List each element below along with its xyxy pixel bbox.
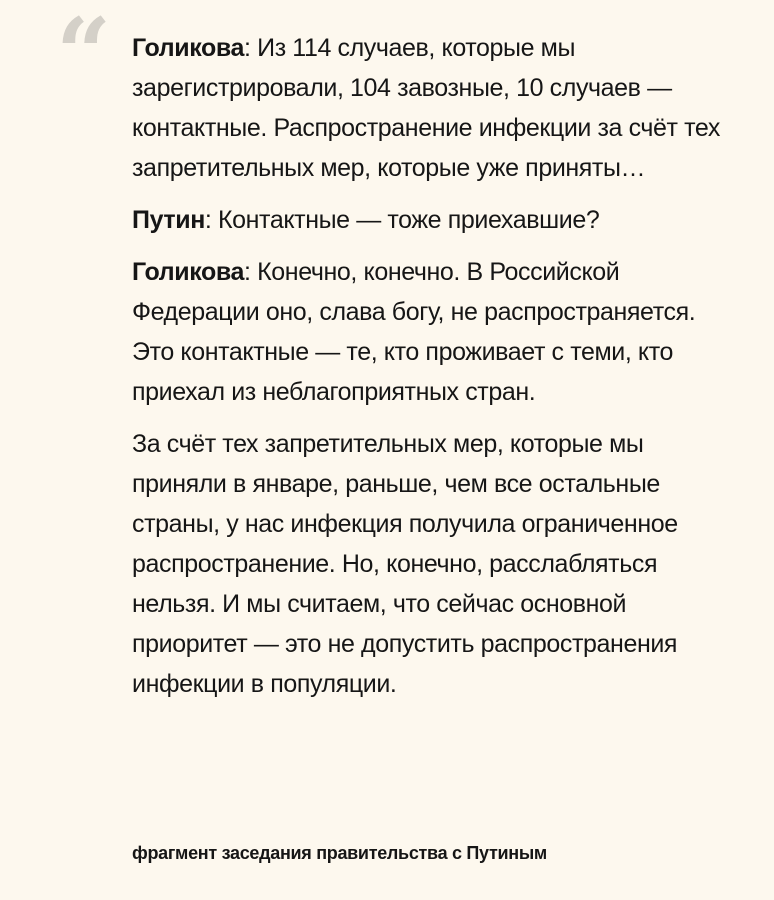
speaker-separator: : <box>244 34 251 62</box>
quote-paragraph-4 <box>132 424 732 704</box>
speaker-name: Голикова <box>132 34 245 62</box>
paragraph-text: За счёт тех запретительных мер, которые мы приняли в январе, раньше, чем все остальные страны, у нас инфекция получила ограниченное распространение. Но, конечно, расслабляться нельзя. И мы считаем, что сейчас основной приоритет — это не допустить распространения инфекции в популяции. <box>132 430 678 698</box>
quote-caption: фрагмент заседания правительства с Путиным <box>132 843 547 863</box>
paragraph-text: Из 114 случаев, которые мы зарегистрировали, 104 завозные, 10 случаев — контактные. Распространение инфекции за счёт тех запретительных мер, которые уже приняты… <box>132 34 720 182</box>
quote-mark-icon: “ <box>56 0 108 110</box>
speaker-name: Голикова <box>132 258 245 286</box>
paragraph-text: Контактные — тоже приехавшие? <box>211 206 600 234</box>
quote-paragraph-3 <box>132 252 732 412</box>
quote-paragraph-2 <box>132 200 732 240</box>
quote-paragraph-1 <box>132 28 732 188</box>
speaker-separator: : <box>204 206 212 234</box>
speaker-name: Путин <box>132 206 205 234</box>
speaker-separator: : <box>244 258 251 286</box>
quote-text <box>132 28 732 716</box>
paragraph-text: Конечно, конечно. В Российской Федерации оно, слава богу, не распространяется. Это контактные — те, кто проживает с теми, кто приехал из неблагоприятных стран. <box>132 258 696 406</box>
